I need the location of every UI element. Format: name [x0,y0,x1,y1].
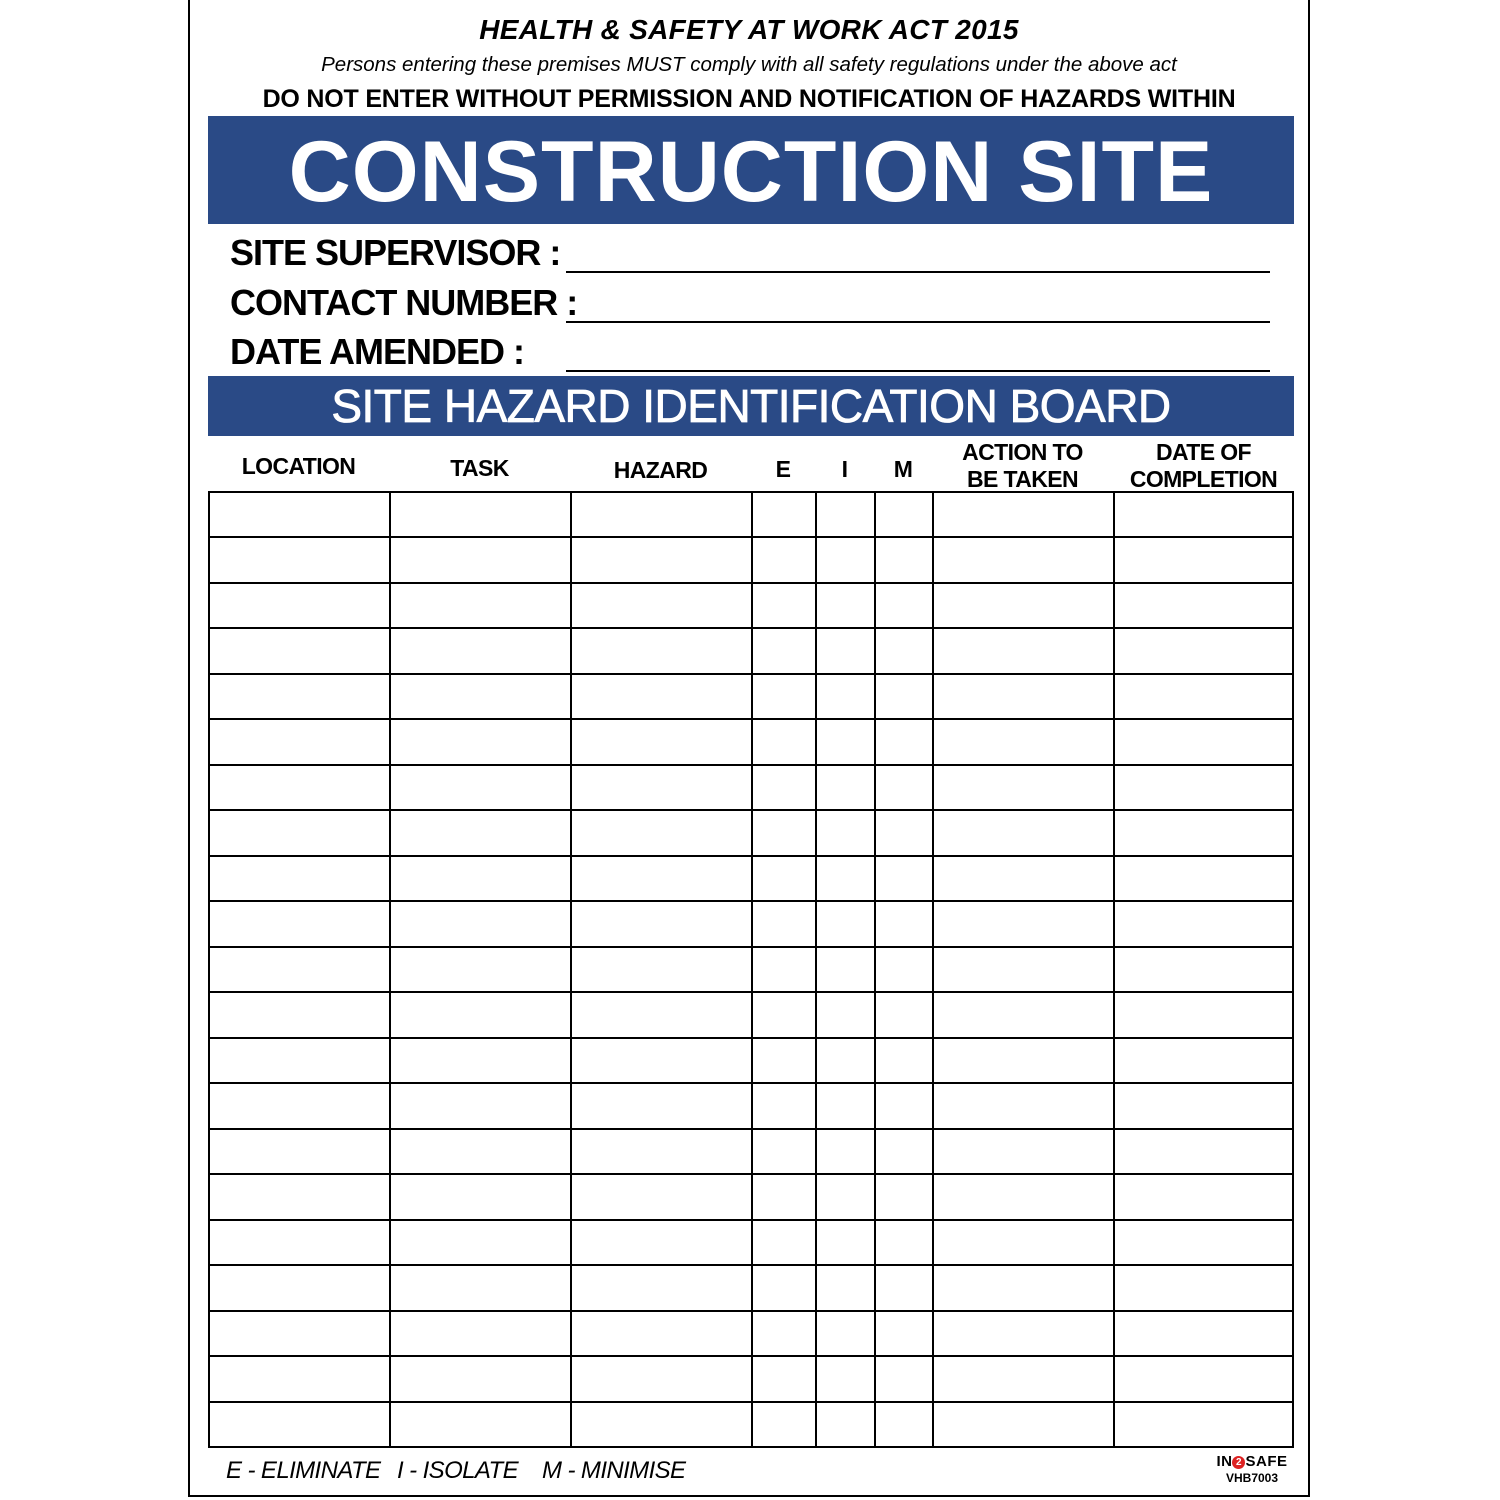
table-bottom-border [208,1446,1294,1448]
hazard-board-sign [188,0,1310,1497]
entry-warning: DO NOT ENTER WITHOUT PERMISSION AND NOTIFICATION OF HAZARDS WITHIN [262,85,1236,113]
product-code: VHB7003 [1225,1471,1279,1485]
column-header-action-line2: BE TAKEN [966,466,1079,492]
hazard-table[interactable] [208,491,1294,1448]
legend-minimise: M - MINIMISE [542,1457,686,1484]
table-column-divider [932,491,934,1446]
main-title-banner [208,116,1294,224]
act-subtitle: Persons entering these premises MUST comply with all safety regulations under the above act [321,53,1177,76]
column-header-e: E [775,456,791,482]
board-title: SITE HAZARD IDENTIFICATION BOARD [331,380,1171,432]
act-title: HEALTH & SAFETY AT WORK ACT 2015 [479,14,1019,45]
date-amended-line[interactable] [566,370,1270,372]
contact-number-line[interactable] [566,321,1270,323]
table-column-divider [1113,491,1115,1446]
brand-logo-left: IN [1216,1453,1233,1470]
column-header-task: TASK [450,455,509,481]
column-header-m: M [893,456,913,482]
column-header-action-line1: ACTION TO [962,439,1083,465]
brand-logo-mid: 2 [1232,1456,1245,1469]
site-supervisor-label: SITE SUPERVISOR : [230,232,561,273]
legend-isolate: I - ISOLATE [397,1457,518,1484]
brand-mark [1208,1453,1296,1485]
table-left-border [208,491,210,1446]
table-column-divider [815,491,817,1446]
table-right-border [1292,491,1294,1446]
table-column-divider [874,491,876,1446]
table-column-divider [751,491,753,1446]
table-column-divider [570,491,572,1446]
column-header-i: I [841,456,848,482]
contact-number-label: CONTACT NUMBER : [230,282,578,323]
column-header-hazard: HAZARD [613,457,708,483]
column-header-date [1113,439,1294,493]
date-amended-label: DATE AMENDED : [230,331,524,372]
column-header-location: LOCATION [241,453,356,479]
column-header-date-line2: COMPLETION [1129,466,1278,492]
column-header-action [932,439,1113,493]
table-column-divider [389,491,391,1446]
brand-logo-right: SAFE [1245,1453,1288,1470]
column-header-date-line1: DATE OF [1155,439,1252,465]
site-supervisor-line[interactable] [566,271,1270,273]
brand-logo [1208,1453,1296,1470]
main-title: CONSTRUCTION SITE [288,124,1214,220]
board-title-banner [208,376,1294,436]
legend-eliminate: E - ELIMINATE [226,1457,381,1484]
